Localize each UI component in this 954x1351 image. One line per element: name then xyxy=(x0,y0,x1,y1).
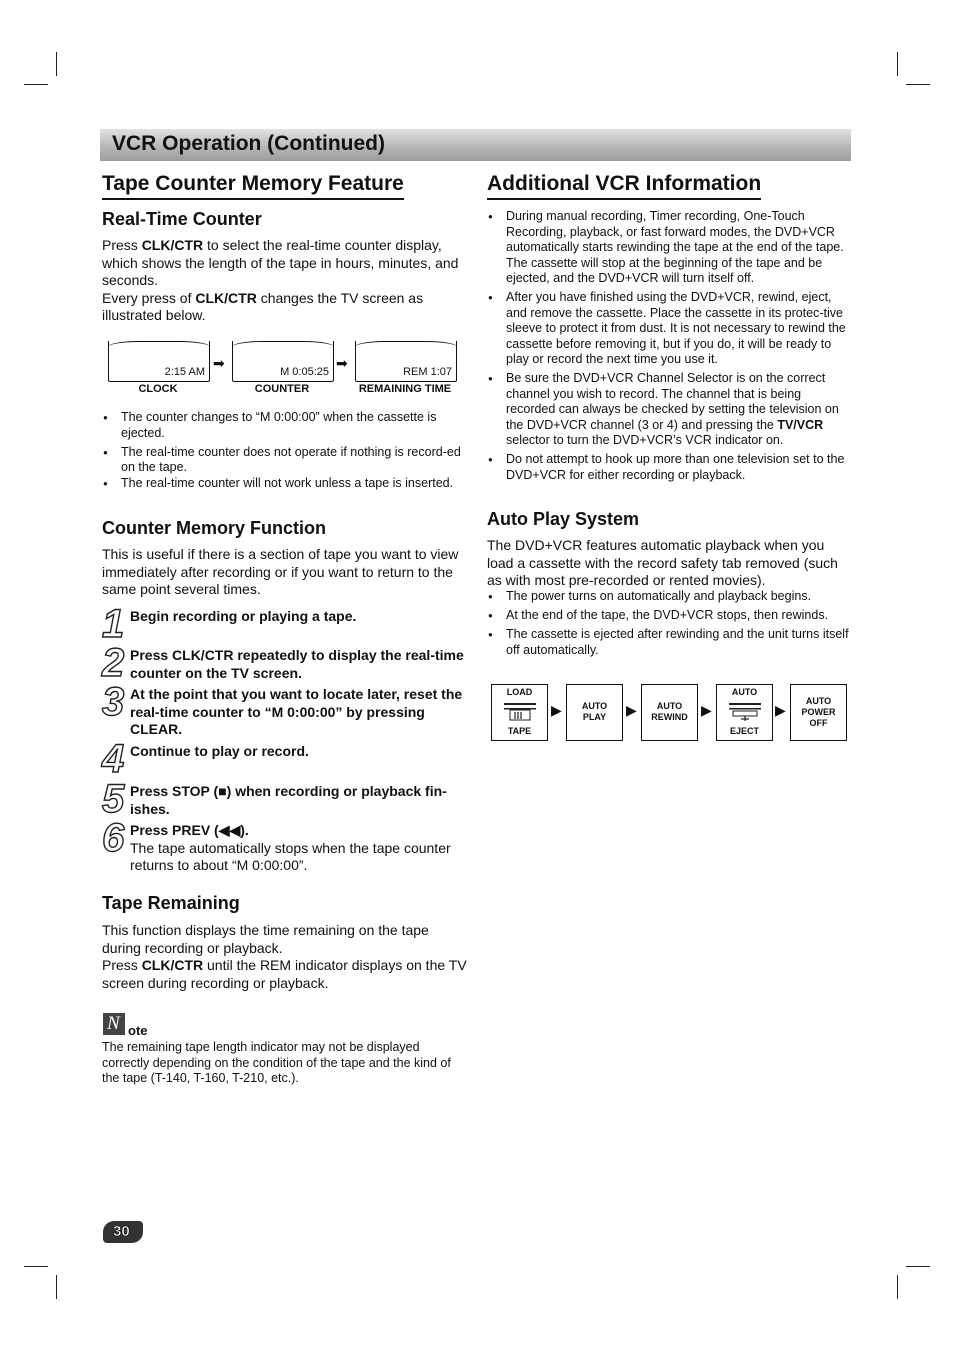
arrow-right-icon: ▶ xyxy=(775,702,786,718)
arrow-right-icon: ▶ xyxy=(551,702,562,718)
list-item: ● During manual recording, Timer recording, One-Touch Recording, playback, or fast forward modes, the DVD+VCR automatically starts rewinding the tape at the end of the tape. The cassette will stop at the beginning of the tape and be ejected, and the DVD+VCR will turn itself off. xyxy=(488,209,850,287)
arrow-right-icon: ▶ xyxy=(701,702,712,718)
screen-label: CLOCK xyxy=(138,383,178,395)
crop-mark xyxy=(56,1275,57,1299)
screen-value: 2:15 AM xyxy=(164,366,205,378)
tv-screen-counter xyxy=(232,341,334,382)
note-text: The remaining tape length indicator may not be displayed correctly depending on the condition of the tape and the kind of the tape (T-140, T-160, T-210, etc.). xyxy=(102,1040,451,1085)
list-item: ● After you have finished using the DVD+VCR, rewind, eject, and remove the cassette. Place the cassette in its protec-tive sleeve to protect it from dust. It is not necessary to rewind the cassette before removing it, but if you do, it will be ready to play or record the next time you use it. xyxy=(488,290,850,368)
list-item: ● The power turns on automatically and playback begins. xyxy=(488,589,850,605)
list-item: ● At the end of the tape, the DVD+VCR stops, then rewinds. xyxy=(488,608,850,624)
memory-intro: This is useful if there is a section of tape you want to view immediately after recording or if you want to return to the same point several times. xyxy=(102,546,459,597)
screen-label: REMAINING TIME xyxy=(358,383,452,395)
screen-value: REM 1:07 xyxy=(403,366,452,378)
list-item: ● The real-time counter will not work unless a tape is inserted. xyxy=(103,476,461,492)
step-number: 6 xyxy=(102,816,125,860)
list-item: ● Do not attempt to hook up more than one television set to the DVD+VCR for either recording or playback. xyxy=(488,452,850,483)
flow-step-auto-eject: AUTO EJECT xyxy=(716,684,773,741)
step-number: 1 xyxy=(102,602,125,646)
flow-step-auto-power-off: AUTO POWER OFF xyxy=(790,684,847,741)
crop-mark xyxy=(24,1266,48,1267)
crop-mark xyxy=(897,1275,898,1299)
left-title: Tape Counter Memory Feature xyxy=(102,172,404,200)
flow-step-auto-rewind: AUTO REWIND xyxy=(641,684,698,741)
crop-mark xyxy=(24,84,48,85)
flow-step-load-tape: LOAD TAPE xyxy=(491,684,548,741)
note-label: ote xyxy=(128,1023,148,1038)
step-text: Press CLK/CTR repeatedly to display the real-time counter on the TV screen. xyxy=(130,647,464,681)
step-text: Press PREV (◀◀). The tape automatically stops when the tape counter returns to about “M 0:00:00”. xyxy=(130,822,451,873)
arrow-right-icon: ➡ xyxy=(213,355,225,371)
arrow-right-icon: ▶ xyxy=(626,702,637,718)
cassette-eject-icon xyxy=(728,700,762,722)
remaining-paragraph: This function displays the time remaining on the tape during recording or playback. Press CLK/CTR until the REM indicator displays on the TV screen during recording or playback. xyxy=(102,922,467,991)
tv-screen-clock xyxy=(108,341,210,382)
realtime-paragraph: Press CLK/CTR to select the real-time counter display, which shows the length of the tape in hours, minutes, and seconds. Every press of CLK/CTR changes the TV screen as illustrated below. xyxy=(102,237,459,323)
flow-step-auto-play: AUTO PLAY xyxy=(566,684,623,741)
crop-mark xyxy=(906,84,930,85)
right-title: Additional VCR Information xyxy=(487,172,761,200)
list-item: ● Be sure the DVD+VCR Channel Selector is on the correct channel you wish to record. The channel that is being recorded can always be checked by setting the television on the DVD+VCR channel (3 or 4) and pressing the TV/VCR selector to turn the DVD+VCR’s VCR indicator on. xyxy=(488,371,850,449)
banner-title: VCR Operation (Continued) xyxy=(112,132,385,155)
remaining-heading: Tape Remaining xyxy=(102,893,240,913)
list-item: ● The cassette is ejected after rewinding and the unit turns itself off automatically. xyxy=(488,627,850,658)
realtime-bullets xyxy=(103,410,461,495)
crop-mark xyxy=(56,52,57,76)
step-text: Continue to play or record. xyxy=(130,743,309,759)
screen-label: COUNTER xyxy=(254,383,310,395)
memory-heading: Counter Memory Function xyxy=(102,518,326,538)
list-item: ● The counter changes to “M 0:00:00” when the cassette is ejected. xyxy=(103,410,461,441)
page-number: 30 xyxy=(103,1221,143,1243)
tv-screen-remaining xyxy=(355,341,457,382)
arrow-right-icon: ➡ xyxy=(336,355,348,371)
step-number: 5 xyxy=(102,777,125,821)
step-number: 2 xyxy=(102,641,125,685)
step-text: Press STOP (■) when recording or playback fin-ishes. xyxy=(130,783,447,817)
crop-mark xyxy=(897,52,898,76)
step-number: 3 xyxy=(102,680,125,724)
note-icon: N xyxy=(103,1013,125,1035)
autoplay-intro: The DVD+VCR features automatic playback when you load a cassette with the record safety tab removed (such as with most pre-recorded or rented movies). xyxy=(487,537,838,588)
list-item: ● The real-time counter does not operate if nothing is record-ed on the tape. xyxy=(103,445,461,476)
vcr-info-bullets xyxy=(488,209,850,487)
cassette-insert-icon xyxy=(503,700,537,722)
step-text: At the point that you want to locate later, reset the real-time counter to “M 0:00:00” by pressing CLEAR. xyxy=(130,686,463,737)
autoplay-bullets xyxy=(488,589,850,662)
screen-value: M 0:05:25 xyxy=(280,366,329,378)
crop-mark xyxy=(906,1266,930,1267)
step-number: 4 xyxy=(102,737,125,781)
realtime-heading: Real-Time Counter xyxy=(102,209,262,229)
section-banner xyxy=(100,129,851,161)
autoplay-heading: Auto Play System xyxy=(487,509,640,529)
step-text: Begin recording or playing a tape. xyxy=(130,608,357,624)
